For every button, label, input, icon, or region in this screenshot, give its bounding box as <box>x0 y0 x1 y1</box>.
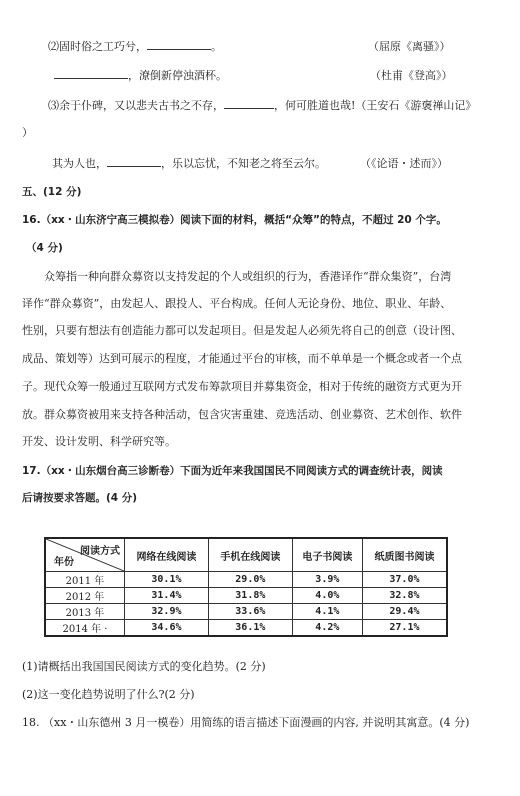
value-cell: 31.8% <box>208 588 292 604</box>
value-cell: 4.0% <box>292 588 362 604</box>
value-cell: 4.2% <box>292 620 362 637</box>
value-cell: 37.0% <box>362 572 447 588</box>
fill-line-3 <box>48 97 476 113</box>
source-citation: （屈原《离骚》） <box>368 40 451 53</box>
value-cell: 34.6% <box>125 620 209 637</box>
paragraph-line: 开发、设计发明、科学研究等。 <box>22 435 176 448</box>
year-cell: 2011 年 <box>45 572 125 588</box>
table-row <box>45 604 447 620</box>
question-17-sub-1: (1)请概括出我国国民阅读方式的变化趋势。(2 分) <box>22 660 266 673</box>
table-row <box>45 572 447 588</box>
corner-header-cell <box>45 538 125 572</box>
section-heading: 五、(12 分) <box>22 186 82 198</box>
value-cell: 29.4% <box>362 604 447 620</box>
table-row <box>45 620 447 637</box>
text: 。 <box>211 40 222 53</box>
value-cell: 33.6% <box>208 604 292 620</box>
text: ⑵固时俗之工巧兮， <box>48 40 147 53</box>
question-17-sub-2: (2)这一变化趋势说明了什么?(2 分) <box>22 688 195 701</box>
value-cell: 4.1% <box>292 604 362 620</box>
corner-bottom-label: 年份 <box>54 557 74 568</box>
answer-blank[interactable] <box>224 98 274 109</box>
paragraph-line: 成品、策划等）达到可展示的程度，才能通过平台的审核，而不单单是一个概念或者一个点 <box>22 352 462 365</box>
question-16-title: 16.（xx・山东济宁高三模拟卷）阅读下面的材料，概括“众筹”的特点，不超过 20 个字。 <box>22 214 447 226</box>
text: ，潦倒新停浊酒杯。 <box>128 69 227 82</box>
text: ⑶余于仆碑，又以悲夫古书之不存， <box>48 99 224 112</box>
column-header: 电子书阅读 <box>292 538 362 572</box>
fill-line-2 <box>54 67 227 83</box>
value-cell: 32.8% <box>362 588 447 604</box>
question-16-score: （4 分) <box>26 242 63 254</box>
paragraph-line: 子。现代众筹一般通过互联网方式发布筹款项目并募集资金，相对于传统的融资方式更为开 <box>22 380 462 393</box>
paragraph-line: 众筹指一种向群众募资以支持发起的个人或组织的行为，香港译作“群众集资”，台湾 <box>44 270 452 283</box>
value-cell: 30.1% <box>125 572 209 588</box>
reading-survey-table <box>44 537 448 637</box>
text: ，何可胜道也哉!（王安石《游褒禅山记》 <box>274 99 477 112</box>
fill-line-1 <box>48 38 222 54</box>
value-cell: 29.0% <box>208 572 292 588</box>
year-cell: 2012 年 <box>45 588 125 604</box>
answer-blank[interactable] <box>107 156 161 167</box>
table-header-row <box>45 538 447 572</box>
value-cell: 31.4% <box>125 588 209 604</box>
answer-blank[interactable] <box>54 68 128 79</box>
paragraph-line: 放。群众募资被用来支持各种活动，包含灾害重建、竞选活动、创业募资、艺术创作、软件 <box>22 408 462 421</box>
year-cell: 2013 年 <box>45 604 125 620</box>
text: 其为人也， <box>52 157 107 170</box>
paragraph-line: 性别，只要有想法有创造能力都可以发起项目。但是发起人必须先将自己的创意（设计图、 <box>22 324 462 337</box>
question-17-title: 17.（xx・山东烟台高三诊断卷）下面为近年来我国国民不同阅读方式的调查统计表，阅读 <box>22 465 443 477</box>
column-header: 网络在线阅读 <box>125 538 209 572</box>
year-cell: 2014 年 · <box>45 620 125 637</box>
question-18-title: 18. （xx・山东德州 3 月一模卷）用简练的语言描述下面漫画的内容, 并说明其寓意。(4 分) <box>22 716 470 729</box>
source-citation: （杜甫《登高》） <box>370 69 453 82</box>
corner-top-label: 阅读方式 <box>80 546 120 557</box>
source-citation: （《论语・述而》） <box>360 157 448 170</box>
fill-line-4 <box>52 155 326 171</box>
text: ，乐以忘忧，不知老之将至云尔。 <box>161 157 326 170</box>
closing-paren: ） <box>22 126 33 139</box>
value-cell: 36.1% <box>208 620 292 637</box>
column-header: 纸质图书阅读 <box>362 538 447 572</box>
answer-blank[interactable] <box>147 39 211 50</box>
question-17-title-cont: 后请按要求答题。(4 分) <box>22 492 138 504</box>
value-cell: 27.1% <box>362 620 447 637</box>
table-row <box>45 588 447 604</box>
paragraph-line: 译作“群众募资”，由发起人、跟投人、平台构成。任何人无论身份、地位、职业、年龄、 <box>22 297 452 310</box>
value-cell: 3.9% <box>292 572 362 588</box>
column-header: 手机在线阅读 <box>208 538 292 572</box>
value-cell: 32.9% <box>125 604 209 620</box>
